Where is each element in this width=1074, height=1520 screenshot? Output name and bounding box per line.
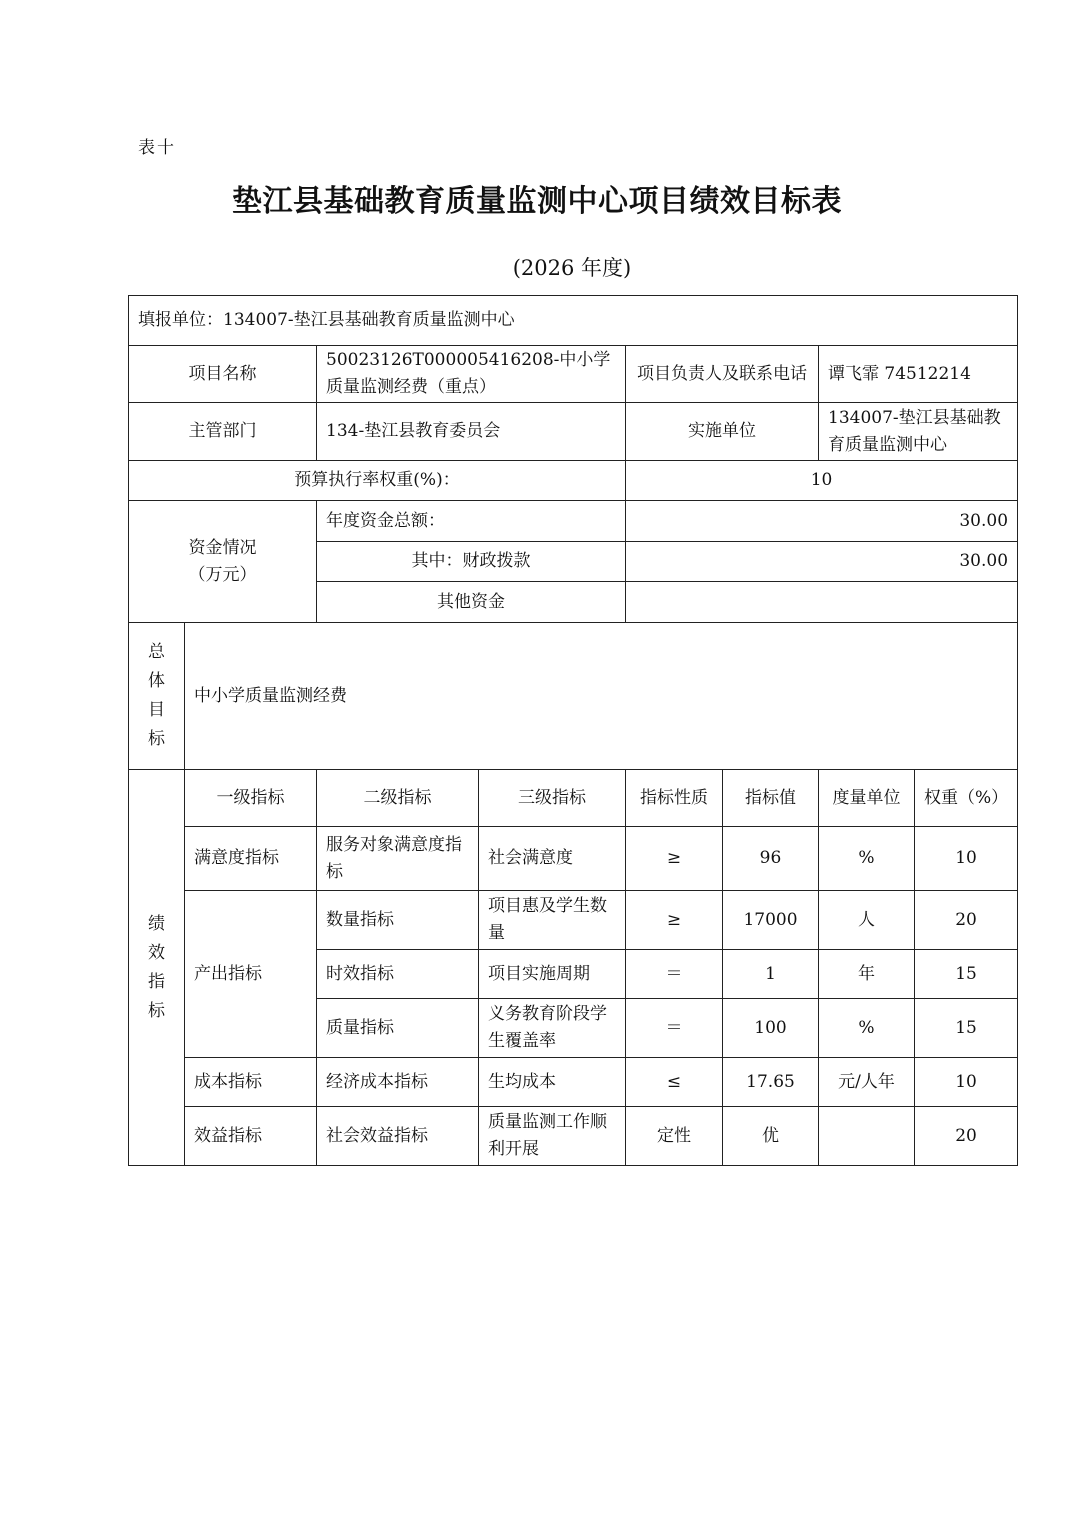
overall-target-char: 总	[148, 642, 165, 662]
level2-cell: 经济成本指标	[317, 1058, 479, 1107]
header-level2: 二级指标	[317, 770, 479, 827]
level2-cell: 时效指标	[317, 950, 479, 999]
level2-cell: 质量指标	[317, 999, 479, 1058]
overall-target-char: 目	[148, 700, 165, 720]
header-nature: 指标性质	[626, 770, 723, 827]
overall-target-text: 中小学质量监测经费	[185, 623, 1018, 770]
reporting-unit-value: 134007-垫江县基础教育质量监测中心	[223, 310, 515, 330]
level1-output: 产出指标	[185, 891, 317, 1058]
budget-rate-row	[129, 461, 1018, 501]
level3-cell: 质量监测工作顺利开展	[479, 1107, 626, 1166]
weight-cell: 20	[915, 891, 1018, 950]
project-contact-value: 谭飞霏 74512214	[819, 346, 1018, 403]
weight-cell: 10	[915, 1058, 1018, 1107]
implementing-unit-label: 实施单位	[626, 403, 819, 461]
unit-cell: 人	[819, 891, 915, 950]
indicator-row	[129, 827, 1018, 891]
level3-cell: 生均成本	[479, 1058, 626, 1107]
indicators-char: 效	[148, 942, 165, 963]
overall-target-label	[129, 623, 185, 770]
header-level1: 一级指标	[185, 770, 317, 827]
nature-cell: ≥	[626, 827, 723, 891]
nature-cell: ＝	[626, 950, 723, 999]
weight-cell: 15	[915, 999, 1018, 1058]
header-unit: 度量单位	[819, 770, 915, 827]
project-contact-label: 项目负责人及联系电话	[626, 346, 819, 403]
value-cell: 96	[723, 827, 819, 891]
unit-cell	[819, 1107, 915, 1166]
level3-cell: 义务教育阶段学生覆盖率	[479, 999, 626, 1058]
department-row	[129, 403, 1018, 461]
nature-cell: 定性	[626, 1107, 723, 1166]
funds-total-label: 年度资金总额：	[317, 501, 626, 542]
overall-target-char: 体	[148, 671, 165, 691]
document-title: 垫江县基础教育质量监测中心项目绩效目标表	[232, 184, 842, 219]
unit-cell: %	[819, 999, 915, 1058]
project-name-label: 项目名称	[129, 346, 317, 403]
level2-cell: 数量指标	[317, 891, 479, 950]
funds-fiscal-value: 30.00	[626, 542, 1018, 582]
header-weight: 权重（%）	[915, 770, 1018, 827]
reporting-unit-label: 填报单位：	[138, 310, 223, 330]
indicators-char: 绩	[148, 913, 165, 934]
indicator-row	[129, 1058, 1018, 1107]
nature-cell: ≤	[626, 1058, 723, 1107]
reporting-unit-cell	[129, 296, 1018, 346]
funds-label-line1: 资金情况	[188, 537, 257, 558]
value-cell: 优	[723, 1107, 819, 1166]
level1-cost: 成本指标	[185, 1058, 317, 1107]
value-cell: 1	[723, 950, 819, 999]
funds-other-value	[626, 582, 1018, 623]
funds-label	[129, 501, 317, 623]
weight-cell: 10	[915, 827, 1018, 891]
funds-fiscal-label: 其中：财政拨款	[317, 542, 626, 582]
level2-cell: 服务对象满意度指标	[317, 827, 479, 891]
unit-cell: 年	[819, 950, 915, 999]
document-year: (2026 年度)	[512, 256, 632, 280]
overall-target-char: 标	[148, 729, 165, 749]
project-name-value: 50023126T000005416208-中小学质量监测经费（重点）	[317, 346, 626, 403]
funds-total-row	[129, 501, 1018, 542]
header-level3: 三级指标	[479, 770, 626, 827]
budget-rate-value: 10	[626, 461, 1018, 501]
nature-cell: ＝	[626, 999, 723, 1058]
value-cell: 100	[723, 999, 819, 1058]
implementing-unit-value: 134007-垫江县基础教育质量监测中心	[819, 403, 1018, 461]
page-label: 表十	[138, 138, 176, 158]
funds-total-value: 30.00	[626, 501, 1018, 542]
nature-cell: ≥	[626, 891, 723, 950]
indicator-header-row	[129, 770, 1018, 827]
indicators-label	[129, 770, 185, 1166]
unit-cell: 元/人年	[819, 1058, 915, 1107]
level3-cell: 项目惠及学生数量	[479, 891, 626, 950]
indicator-row	[129, 891, 1018, 950]
project-name-row	[129, 346, 1018, 403]
reporting-unit-row	[129, 296, 1018, 346]
weight-cell: 15	[915, 950, 1018, 999]
budget-rate-label: 预算执行率权重(%)：	[129, 461, 626, 501]
value-cell: 17000	[723, 891, 819, 950]
department-label: 主管部门	[129, 403, 317, 461]
performance-target-table	[128, 295, 1018, 1166]
funds-other-label: 其他资金	[317, 582, 626, 623]
value-cell: 17.65	[723, 1058, 819, 1107]
level3-cell: 社会满意度	[479, 827, 626, 891]
unit-cell: %	[819, 827, 915, 891]
funds-label-line2: （万元）	[188, 564, 257, 585]
level3-cell: 项目实施周期	[479, 950, 626, 999]
overall-target-row	[129, 623, 1018, 770]
department-value: 134-垫江县教育委员会	[317, 403, 626, 461]
indicators-char: 指	[148, 971, 165, 992]
level1-satisfaction: 满意度指标	[185, 827, 317, 891]
indicators-char: 标	[148, 1000, 165, 1021]
level1-benefit: 效益指标	[185, 1107, 317, 1166]
weight-cell: 20	[915, 1107, 1018, 1166]
level2-cell: 社会效益指标	[317, 1107, 479, 1166]
header-value: 指标值	[723, 770, 819, 827]
indicator-row	[129, 1107, 1018, 1166]
